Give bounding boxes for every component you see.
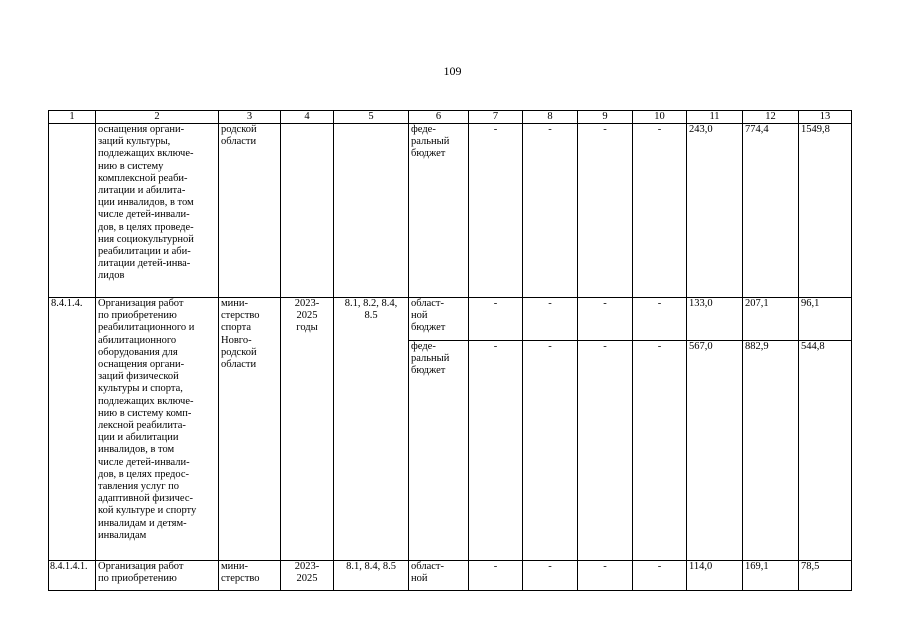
text-line: област-	[411, 298, 444, 309]
header-cell: 8	[523, 111, 578, 124]
text-line: бюджет	[411, 365, 446, 377]
source-cell	[409, 561, 469, 591]
header-cell: 7	[469, 111, 523, 124]
targets-cell: 8.1, 8.4, 8.5	[334, 561, 409, 591]
header-cell: 6	[409, 111, 469, 124]
text-line: ции инвалидов, в том	[98, 197, 194, 209]
measure-name-cell	[96, 124, 219, 298]
text-line: числе детей-инвали-	[98, 209, 190, 221]
text-line: 2023-	[294, 561, 320, 572]
executor-cell	[219, 561, 281, 591]
text-line: адаптивной физичес-	[98, 493, 193, 505]
text-line: подлежащих включе-	[98, 395, 194, 407]
text-line: кой культуре и спорту	[98, 505, 197, 517]
value-cell: 882,9	[743, 341, 799, 561]
value-cell: -	[633, 561, 687, 591]
targets-cell	[334, 298, 409, 561]
table-row	[49, 298, 852, 341]
value-cell: 544,8	[799, 341, 852, 561]
value-cell: -	[633, 124, 687, 298]
measure-name-cell	[96, 561, 219, 591]
years-cell	[281, 298, 334, 561]
header-cell: 1	[49, 111, 96, 124]
text-line: заций культуры,	[98, 136, 171, 148]
text-line: феде-	[411, 341, 436, 352]
text-line: бюджет	[411, 322, 446, 334]
text-line: литации детей-инва-	[98, 258, 191, 270]
text-line: по приобретению	[98, 310, 177, 322]
value-cell: -	[578, 298, 633, 341]
value-cell: 207,1	[743, 298, 799, 341]
text-line: лексной реабилита-	[98, 420, 186, 432]
value-cell: -	[523, 341, 578, 561]
targets-cell	[334, 124, 409, 298]
text-line: заций физической	[98, 371, 179, 383]
executor-cell	[219, 124, 281, 298]
header-cell: 11	[687, 111, 743, 124]
value-cell: -	[633, 341, 687, 561]
text-line: культуры и спорта,	[98, 383, 183, 395]
header-cell: 9	[578, 111, 633, 124]
text-line: област-	[411, 561, 444, 572]
text-line: феде-	[411, 124, 436, 135]
value-cell: 133,0	[687, 298, 743, 341]
text-line: стерство	[221, 573, 260, 585]
text-line: по приобретению	[98, 573, 177, 585]
text-line: 2025	[296, 573, 318, 585]
text-line: ции и абилитации	[98, 432, 179, 444]
text-line: тавления услуг по	[98, 481, 179, 493]
text-line: лидов	[98, 270, 125, 282]
header-cell: 5	[334, 111, 409, 124]
text-line: инвалидов, в том	[98, 444, 175, 456]
value-cell: 1549,8	[799, 124, 852, 298]
table-row	[49, 561, 852, 591]
text-line: литации и абилита-	[98, 185, 186, 197]
text-line: оснащения органи-	[98, 359, 185, 371]
text-line: мини-	[221, 561, 248, 572]
header-cell: 10	[633, 111, 687, 124]
value-cell: 169,1	[743, 561, 799, 591]
text-line: 2025	[296, 310, 318, 322]
text-line: области	[221, 359, 257, 371]
text-line: ральный	[411, 136, 450, 148]
years-cell	[281, 561, 334, 591]
text-line: инвалидам	[98, 529, 147, 541]
text-line: ной	[411, 310, 428, 322]
text-line: спорта	[221, 322, 252, 334]
value-cell: -	[578, 124, 633, 298]
measure-name-cell	[96, 298, 219, 561]
text-line: родской	[221, 124, 257, 135]
source-cell	[409, 124, 469, 298]
text-line: родской	[221, 346, 257, 358]
text-line: ния социокультурной	[98, 233, 194, 245]
source-cell	[409, 298, 469, 341]
value-cell: -	[469, 298, 523, 341]
text-line: годы	[296, 322, 318, 334]
header-cell: 13	[799, 111, 852, 124]
text-line: реабилитационного и	[98, 322, 195, 334]
text-line: мини-	[221, 298, 248, 309]
text-line: комплексной реаби-	[98, 172, 188, 184]
header-cell: 2	[96, 111, 219, 124]
code-cell: 8.4.1.4.	[49, 298, 96, 561]
header-cell: 4	[281, 111, 334, 124]
text-line: Организация работ	[98, 561, 184, 572]
text-line: числе детей-инвали-	[98, 456, 190, 468]
value-cell: 114,0	[687, 561, 743, 591]
text-line: ральный	[411, 353, 450, 365]
text-line: Организация работ	[98, 298, 184, 309]
value-cell: 78,5	[799, 561, 852, 591]
text-line: дов, в целях проведе-	[98, 221, 194, 233]
text-line: абилитационного	[98, 334, 177, 346]
text-line: 8.5	[364, 310, 378, 322]
value-cell: 774,4	[743, 124, 799, 298]
code-cell	[49, 124, 96, 298]
text-line: бюджет	[411, 148, 446, 160]
page-number: 109	[443, 64, 462, 78]
text-line: стерство	[221, 310, 260, 322]
text-line: реабилитации и аби-	[98, 246, 191, 258]
text-line: нию в систему	[98, 160, 164, 172]
source-cell	[409, 341, 469, 561]
budget-table	[48, 110, 852, 591]
value-cell: -	[523, 298, 578, 341]
text-line: 8.1, 8.2, 8.4,	[344, 298, 398, 309]
value-cell: -	[469, 124, 523, 298]
text-line: 2023-	[294, 298, 320, 309]
value-cell: -	[469, 341, 523, 561]
years-cell	[281, 124, 334, 298]
value-cell: -	[469, 561, 523, 591]
value-cell: -	[523, 561, 578, 591]
value-cell: -	[633, 298, 687, 341]
value-cell: 243,0	[687, 124, 743, 298]
value-cell: 567,0	[687, 341, 743, 561]
value-cell: -	[578, 561, 633, 591]
value-cell: -	[578, 341, 633, 561]
text-line: нию в систему комп-	[98, 407, 192, 419]
text-line: подлежащих включе-	[98, 148, 194, 160]
header-cell: 12	[743, 111, 799, 124]
value-cell: 96,1	[799, 298, 852, 341]
header-row	[49, 111, 852, 124]
code-cell: 8.4.1.4.1.	[49, 561, 96, 591]
text-line: оснащения органи-	[98, 124, 185, 135]
table-row	[49, 124, 852, 298]
text-line: ной	[411, 573, 428, 585]
value-cell: -	[523, 124, 578, 298]
text-line: Новго-	[221, 334, 252, 346]
text-line: дов, в целях предос-	[98, 468, 190, 480]
text-line: оборудования для	[98, 346, 178, 358]
text-line: инвалидам и детям-	[98, 517, 187, 529]
header-cell: 3	[219, 111, 281, 124]
text-line: области	[221, 136, 257, 148]
executor-cell	[219, 298, 281, 561]
